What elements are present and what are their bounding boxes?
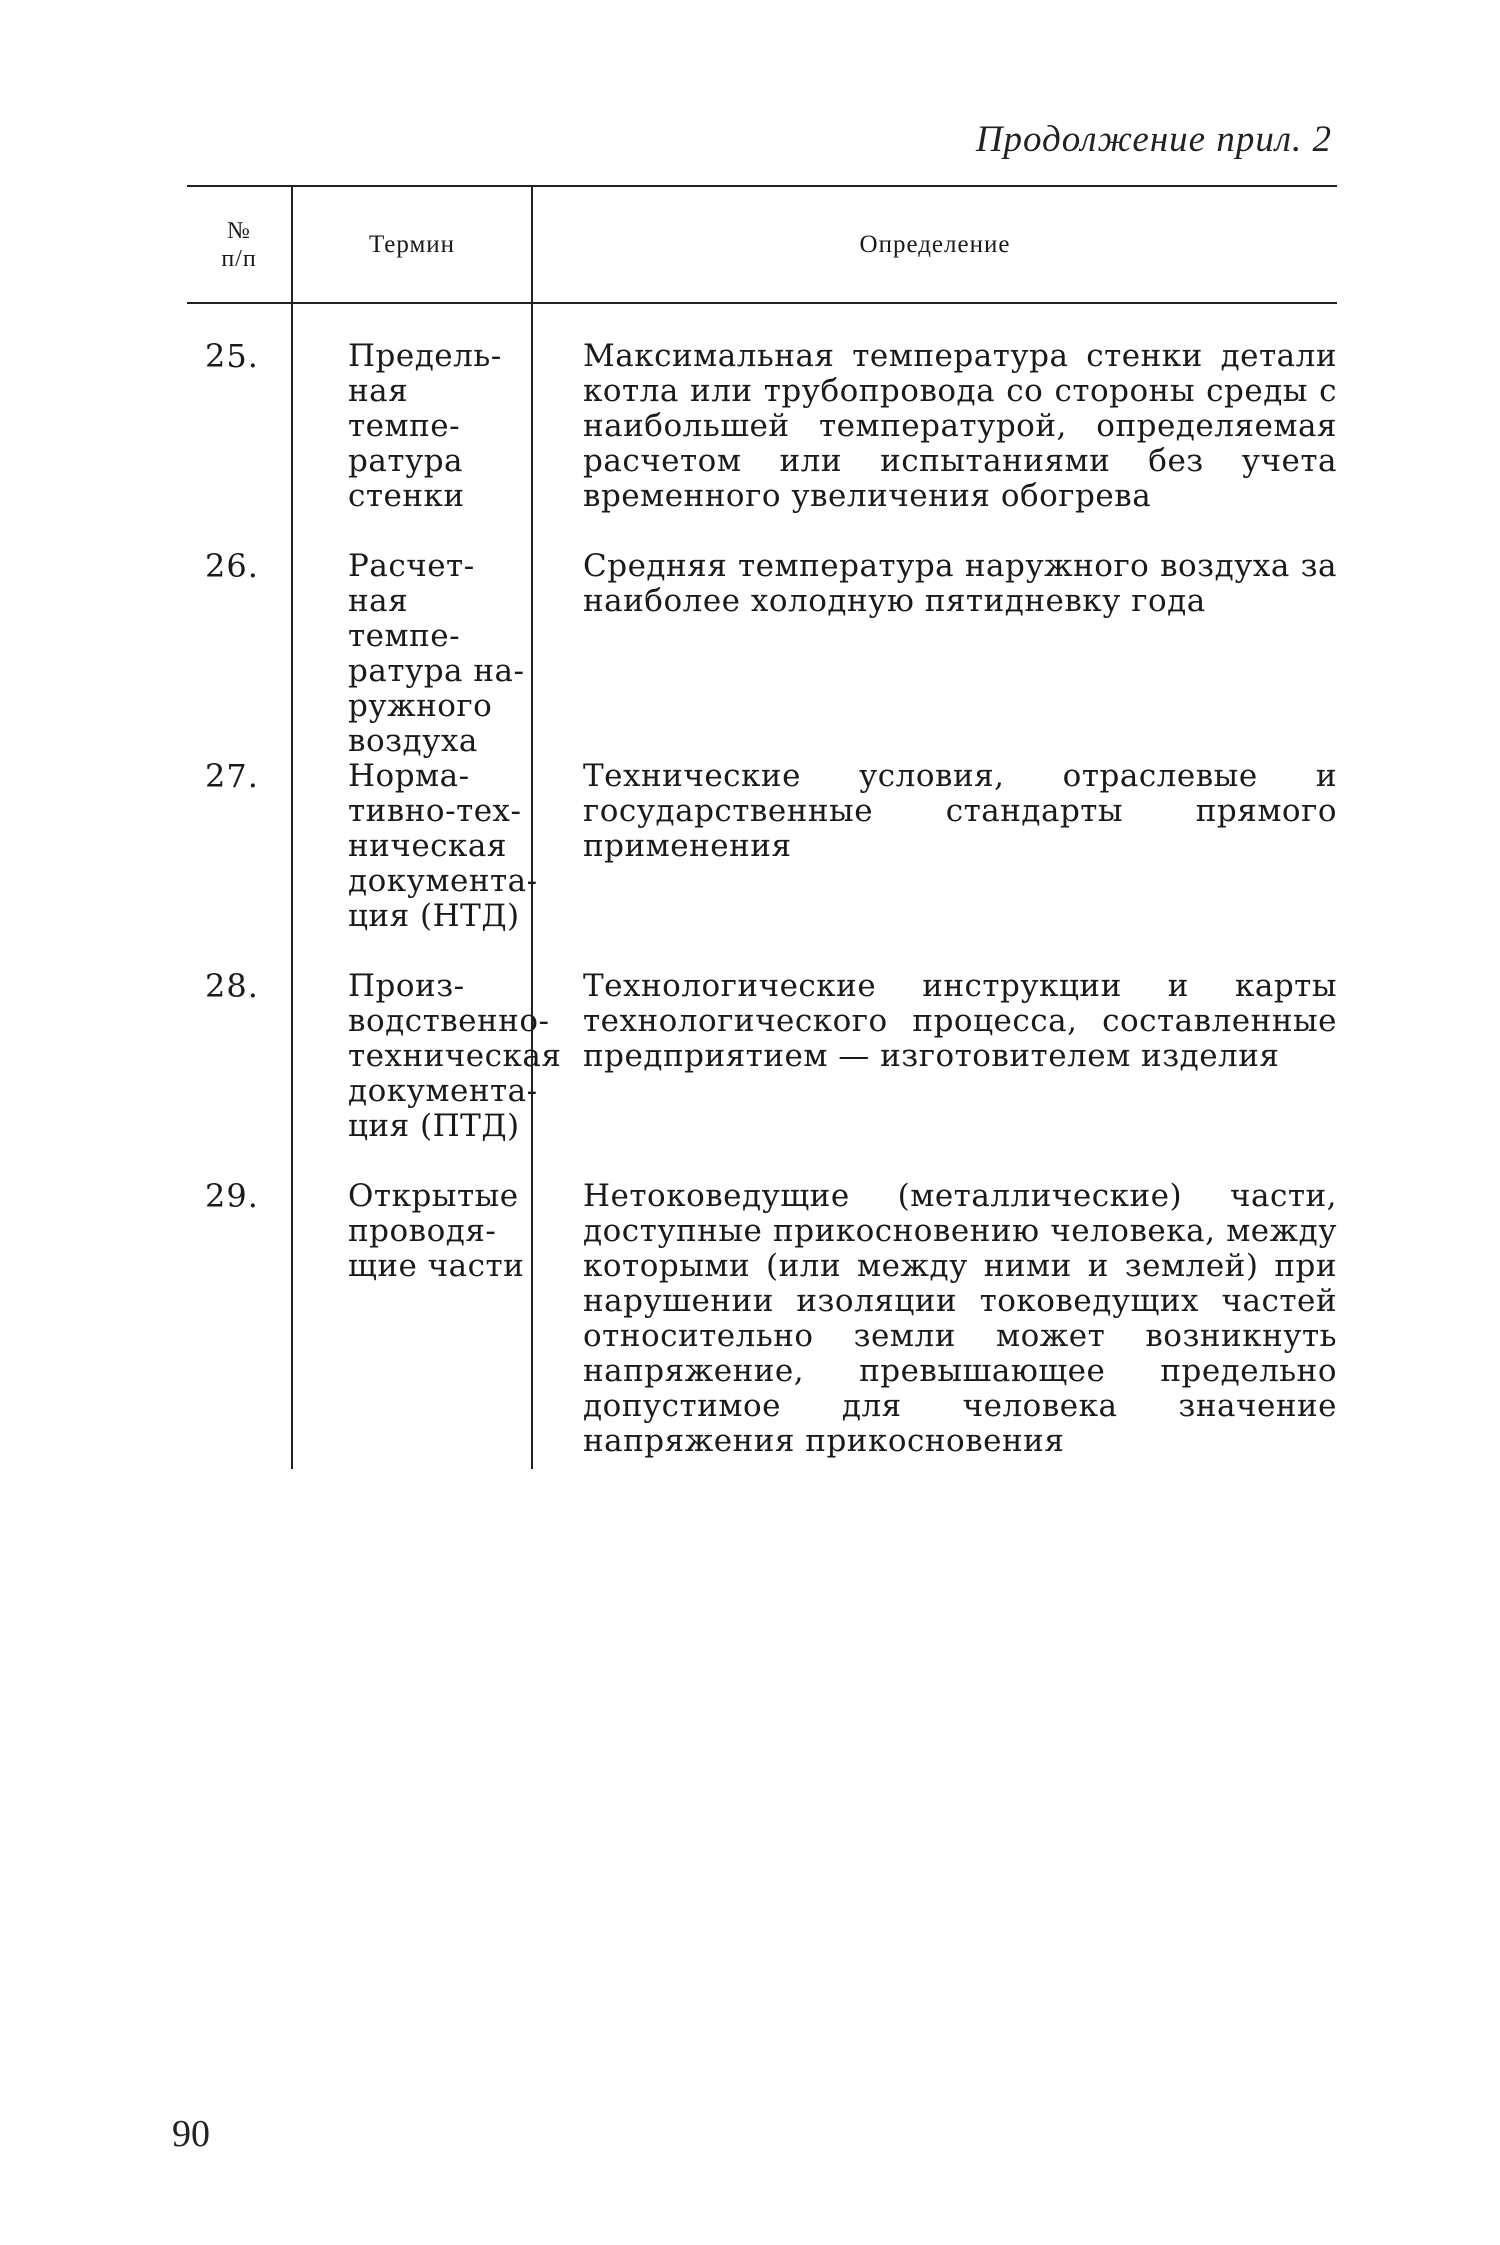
row-definition: Технические условия, отраслевые и государственные стандарты прямого применения <box>532 759 1337 969</box>
row-number: 28. <box>205 967 259 1005</box>
row-term: Произ- водственно- техническая документа- ция (ПТД) <box>292 969 532 1179</box>
terms-table-container <box>187 185 1337 1469</box>
header-term-label: Термин <box>368 230 456 258</box>
table-row <box>187 759 1337 969</box>
row-definition: Максимальная температура стенки детали котла или трубопровода со стороны среды с наибольшей температурой, определяемая расчетом или испытаниями без учета временного увеличения обогрева <box>532 303 1337 549</box>
row-number: 29. <box>205 1177 259 1215</box>
row-term: Расчет- ная темпе- ратура на- ружного воздуха <box>292 549 532 759</box>
row-number: 27. <box>205 757 259 795</box>
header-number <box>187 186 292 303</box>
page-number: 90 <box>172 2113 210 2155</box>
header-definition <box>532 186 1337 303</box>
table-row <box>187 1179 1337 1469</box>
table-header-row <box>187 186 1337 303</box>
row-number: 25. <box>205 337 259 375</box>
row-term: Предель- ная темпе- ратура стенки <box>292 303 532 549</box>
table-row <box>187 969 1337 1179</box>
row-number: 26. <box>205 547 259 585</box>
row-definition: Нетоковедущие (металлические) части, доступные прикосновению человека, между которыми (или между ними и землей) при нарушении изоляции токоведущих частей относительно земли может возникнуть напряжение, превышающее предельно допустимое для человека значение напряжения прикосновения <box>532 1179 1337 1469</box>
row-term: Открытые проводя- щие части <box>292 1179 532 1469</box>
header-term <box>292 186 532 303</box>
terms-table <box>187 185 1337 1469</box>
row-term: Норма- тивно-тех- ническая документа- ция (НТД) <box>292 759 532 969</box>
header-definition-label: Определение <box>859 230 1011 258</box>
row-definition: Технологические инструкции и карты технологического процесса, составленные предприятием — изготовителем изделия <box>532 969 1337 1179</box>
table-row <box>187 549 1337 759</box>
row-definition: Средняя температура наружного воздуха за наиболее холодную пятидневку года <box>532 549 1337 759</box>
running-head: Продолжение прил. 2 <box>975 119 1332 160</box>
header-number-label: № п/п <box>221 217 257 272</box>
table-row <box>187 303 1337 549</box>
